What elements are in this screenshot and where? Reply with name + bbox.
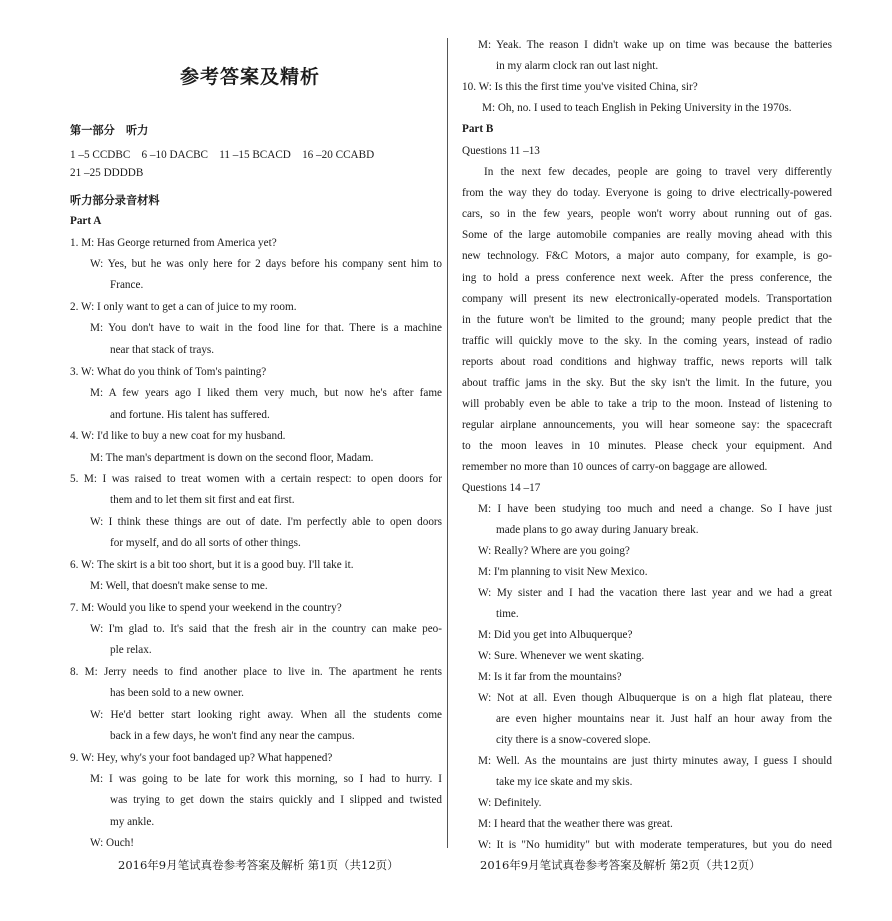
transcript-left-line: ple relax. bbox=[110, 644, 152, 656]
transcript-right-line: about traffic jams in the sky. But the sky isn't the limit. In the future, you bbox=[462, 377, 832, 389]
transcript-left-line: and fortune. His talent has suffered. bbox=[110, 409, 270, 421]
transcript-left-line: 8. M: Jerry needs to find another place to live in. The apartment he rents bbox=[70, 666, 442, 678]
transcript-left-line: M: A few years ago I liked them very much, but now he's after fame bbox=[90, 387, 442, 399]
part-a-heading: Part A bbox=[70, 215, 102, 227]
page-footer-right: 2016年9月笔试真卷参考答案及解析 第2页（共12页） bbox=[480, 858, 761, 872]
transcript-left-line: W: I think these things are out of date. I'm perfectly able to open doors bbox=[90, 516, 442, 528]
transcript-right-line: M: Well. As the mountains are just thirty minutes away, I guess I should bbox=[478, 755, 832, 767]
transcript-right-line: W: My sister and I had the vacation there last year and we had a great bbox=[478, 587, 832, 599]
transcript-left-line: my ankle. bbox=[110, 816, 155, 828]
transcript-right-line: W: Not at all. Even though Albuquerque is on a high flat plateau, there bbox=[478, 692, 832, 704]
answer-key-line-1: 1 –5 CCDBC 6 –10 DACBC 11 –15 BCACD 16 –20 CCABD bbox=[70, 149, 375, 161]
transcript-left-line: M: You don't have to wait in the food line for that. There is a machine bbox=[90, 322, 442, 334]
transcript-right-line: W: Definitely. bbox=[478, 797, 542, 809]
section-heading: 第一部分 听力 bbox=[70, 124, 149, 137]
transcript-right-line: traffic will quickly move to the sky. In the coming years, instead of radio bbox=[462, 335, 832, 347]
transcript-left-line: W: He'd better start looking right away. When all the students come bbox=[90, 709, 442, 721]
transcript-heading: 听力部分录音材料 bbox=[70, 194, 160, 207]
transcript-right-line: W: It is "No humidity" but with moderate temperatures, but you do need bbox=[478, 839, 832, 851]
transcript-left-line: 9. W: Hey, why's your foot bandaged up? What happened? bbox=[70, 752, 333, 764]
transcript-left-line: for myself, and do all sorts of other things. bbox=[110, 537, 301, 549]
transcript-right-line: regular airplane announcements, you will hear someone say: the spacecraft bbox=[462, 419, 832, 431]
transcript-right-line: M: Oh, no. I used to teach English in Peking University in the 1970s. bbox=[482, 102, 792, 114]
transcript-left-line: M: I was going to be late for work this morning, so I had to hurry. I bbox=[90, 773, 442, 785]
page-title: 参考答案及精析 bbox=[179, 66, 320, 88]
transcript-left-line: back in a few days, he won't find any near the campus. bbox=[110, 730, 355, 742]
transcript-left-line: 4. W: I'd like to buy a new coat for my husband. bbox=[70, 430, 286, 442]
transcript-right-line: In the next few decades, people are going to travel very differently bbox=[484, 166, 832, 178]
transcript-right-line: reports about road conditions and highway traffic, news reports will talk bbox=[462, 356, 832, 368]
transcript-left-line: was trying to get down the stairs quickly and I slipped and twisted bbox=[110, 794, 442, 806]
transcript-right-line: to the moon leaves in 10 minutes. Please check your equipment. And bbox=[462, 440, 832, 452]
transcript-right-line: new technology. F&C Motors, a major auto company, for example, is go- bbox=[462, 250, 832, 262]
transcript-right-line: made plans to go away during January break. bbox=[496, 524, 699, 536]
transcript-left-line: 7. M: Would you like to spend your weekend in the country? bbox=[70, 602, 342, 614]
answer-key-line-2: 21 –25 DDDDB bbox=[70, 167, 144, 179]
transcript-right-line: Some of the large automobile companies are really moving ahead with this bbox=[462, 229, 832, 241]
transcript-right-line: M: Is it far from the mountains? bbox=[478, 671, 622, 683]
transcript-left-line: W: I'm glad to. It's said that the fresh air in the country can make peo- bbox=[90, 623, 442, 635]
transcript-right-line: in the future won't be limited to the ground; many people predict that the bbox=[462, 314, 832, 326]
transcript-left-line: 6. W: The skirt is a bit too short, but it is a good buy. I'll take it. bbox=[70, 559, 354, 571]
transcript-left-line: 5. M: I was raised to treat women with a certain respect: to open doors for bbox=[70, 473, 442, 485]
transcript-right-line: are even higher mountains near it. Just half an hour away from the bbox=[496, 713, 832, 725]
transcript-left-line: them and to let them sit first and eat first. bbox=[110, 494, 295, 506]
transcript-right-line: city there is a snow-covered slope. bbox=[496, 734, 651, 746]
transcript-right-line: ing to hold a press conference next week. After the press conference, the bbox=[462, 272, 832, 284]
column-divider bbox=[447, 38, 448, 848]
transcript-right-line: M: I have been studying too much and need a change. So I have just bbox=[478, 503, 832, 515]
transcript-left-line: France. bbox=[110, 279, 144, 291]
transcript-left-line: 1. M: Has George returned from America yet? bbox=[70, 237, 277, 249]
transcript-right-line: M: Yeak. The reason I didn't wake up on time was because the batteries bbox=[478, 39, 832, 51]
transcript-left-line: near that stack of trays. bbox=[110, 344, 215, 356]
transcript-right-line: will probably even be able to take a trip to the moon. Instead of listening to bbox=[462, 398, 832, 410]
transcript-right-line: W: Sure. Whenever we went skating. bbox=[478, 650, 645, 662]
transcript-left-line: 2. W: I only want to get a can of juice to my room. bbox=[70, 301, 297, 313]
transcript-left-line: M: The man's department is down on the second floor, Madam. bbox=[90, 452, 374, 464]
transcript-right-line: 10. W: Is this the first time you've visited China, sir? bbox=[462, 81, 698, 93]
transcript-right-line: time. bbox=[496, 608, 519, 620]
transcript-right-line: remember no more than 10 ounces of carry-on baggage are allowed. bbox=[462, 461, 768, 473]
transcript-left-line: 3. W: What do you think of Tom's painting? bbox=[70, 366, 267, 378]
transcript-right-line: M: Did you get into Albuquerque? bbox=[478, 629, 633, 641]
transcript-right-line: M: I'm planning to visit New Mexico. bbox=[478, 566, 648, 578]
transcript-right-line: M: I heard that the weather there was great. bbox=[478, 818, 673, 830]
transcript-right-line: Questions 11 –13 bbox=[462, 145, 540, 157]
transcript-left-line: M: Well, that doesn't make sense to me. bbox=[90, 580, 268, 592]
transcript-right-line: from the way they do today. Everyone is going to drive electrically-powered bbox=[462, 187, 832, 199]
page-footer-left: 2016年9月笔试真卷参考答案及解析 第1页（共12页） bbox=[118, 858, 399, 872]
transcript-right-line: company will present its new electronically-operated models. Transportation bbox=[462, 293, 832, 305]
transcript-right-line: W: Really? Where are you going? bbox=[478, 545, 630, 557]
transcript-right-line: take my ice skate and my skis. bbox=[496, 776, 633, 788]
transcript-left-line: W: Ouch! bbox=[90, 837, 135, 849]
transcript-left-line: W: Yes, but he was only here for 2 days before his company sent him to bbox=[90, 258, 442, 270]
transcript-right-line: Questions 14 –17 bbox=[462, 482, 541, 494]
transcript-right-line: Part B bbox=[462, 123, 494, 135]
transcript-left-line: has been sold to a new owner. bbox=[110, 687, 244, 699]
transcript-right-line: in my alarm clock ran out last night. bbox=[496, 60, 659, 72]
transcript-right-line: cars, so in the few years, people won't worry about running out of gas. bbox=[462, 208, 832, 220]
